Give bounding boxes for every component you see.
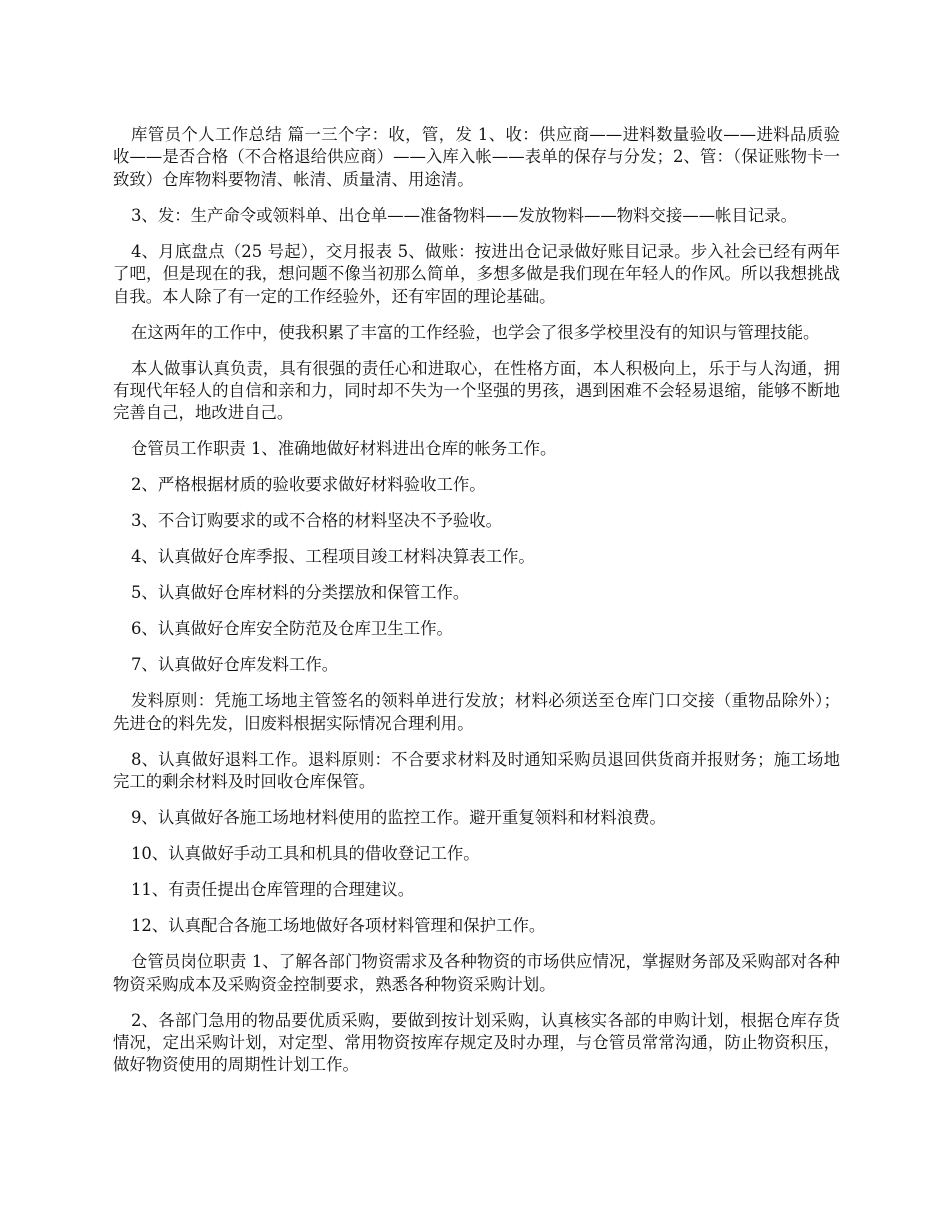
paragraph-20: 2、各部门急用的物品要优质采购，要做到按计划采购，认真核实各部的申购计划，根据仓库存货情况，定出采购计划，对定型、常用物资按库存规定及时办理，与仓管员常常沟通，防止物资积压，做好物资使用的周期性计划工作。 bbox=[113, 1010, 840, 1075]
document-body bbox=[113, 124, 840, 1090]
paragraph-17: 11、有责任提出仓库管理的合理建议。 bbox=[131, 880, 415, 900]
paragraph-16: 10、认真做好手动工具和机具的借收登记工作。 bbox=[131, 844, 480, 864]
paragraph-2: 3、发：生产命令或领料单、出仓单——准备物料——发放物料——物料交接——帐目记录。 bbox=[131, 205, 798, 225]
paragraph-11: 6、认真做好仓库安全防范及仓库卫生工作。 bbox=[131, 619, 453, 639]
paragraph-5: 本人做事认真负责，具有很强的责任心和进取心，在性格方面，本人积极向上，乐于与人沟通，拥有现代年轻人的自信和亲和力，同时却不失为一个坚强的男孩，遇到困难不会轻易退缩，能够不断地完善自己，地改进自己。 bbox=[113, 358, 840, 423]
paragraph-1: 库管员个人工作总结 篇一三个字：收，管，发 1、收：供应商——进料数量验收——进料品质验收——是否合格（不合格退给供应商）——入库入帐——表单的保存与分发；2、管：（保证账物卡一致致）仓库物料要物清、帐清、质量清、用途清。 bbox=[113, 125, 840, 189]
paragraph-15: 9、认真做好各施工场地材料使用的监控工作。避开重复领料和材料浪费。 bbox=[131, 808, 666, 828]
paragraph-9: 4、认真做好仓库季报、工程项目竣工材料决算表工作。 bbox=[131, 547, 535, 567]
paragraph-19: 仓管员岗位职责 1、了解各部门物资需求及各种物资的市场供应情况，掌握财务部及采购部对各种物资采购成本及采购资金控制要求，熟悉各种物资采购计划。 bbox=[113, 952, 840, 994]
paragraph-6: 仓管员工作职责 1、准确地做好材料进出仓库的帐务工作。 bbox=[131, 439, 557, 459]
paragraph-8: 3、不合订购要求的或不合格的材料坚决不予验收。 bbox=[131, 511, 503, 531]
paragraph-13: 发料原则：凭施工场地主管签名的领料单进行发放；材料必须送至仓库门口交接（重物品除外）；先进仓的料先发，旧废料根据实际情况合理利用。 bbox=[113, 691, 840, 733]
paragraph-12: 7、认真做好仓库发料工作。 bbox=[131, 655, 339, 675]
paragraph-7: 2、严格根据材质的验收要求做好材料验收工作。 bbox=[131, 475, 486, 495]
paragraph-3: 4、月底盘点（25 号起），交月报表 5、做账：按进出仓记录做好账目记录。步入社会已经有两年了吧，但是现在的我，想问题不像当初那么简单，多想多做是我们现在年轻人的作风。所以我想挑战自我。本人除了有一定的工作经验外，还有牢固的理论基础。 bbox=[113, 241, 840, 306]
paragraph-14: 8、认真做好退料工作。退料原则：不合要求材料及时通知采购员退回供货商并报财务；施工场地完工的剩余材料及时回收仓库保管。 bbox=[113, 749, 840, 792]
paragraph-18: 12、认真配合各施工场地做好各项材料管理和保护工作。 bbox=[131, 916, 546, 936]
paragraph-4: 在这两年的工作中，使我积累了丰富的工作经验，也学会了很多学校里没有的知识与管理技能。 bbox=[131, 322, 820, 342]
paragraph-10: 5、认真做好仓库材料的分类摆放和保管工作。 bbox=[131, 583, 470, 603]
